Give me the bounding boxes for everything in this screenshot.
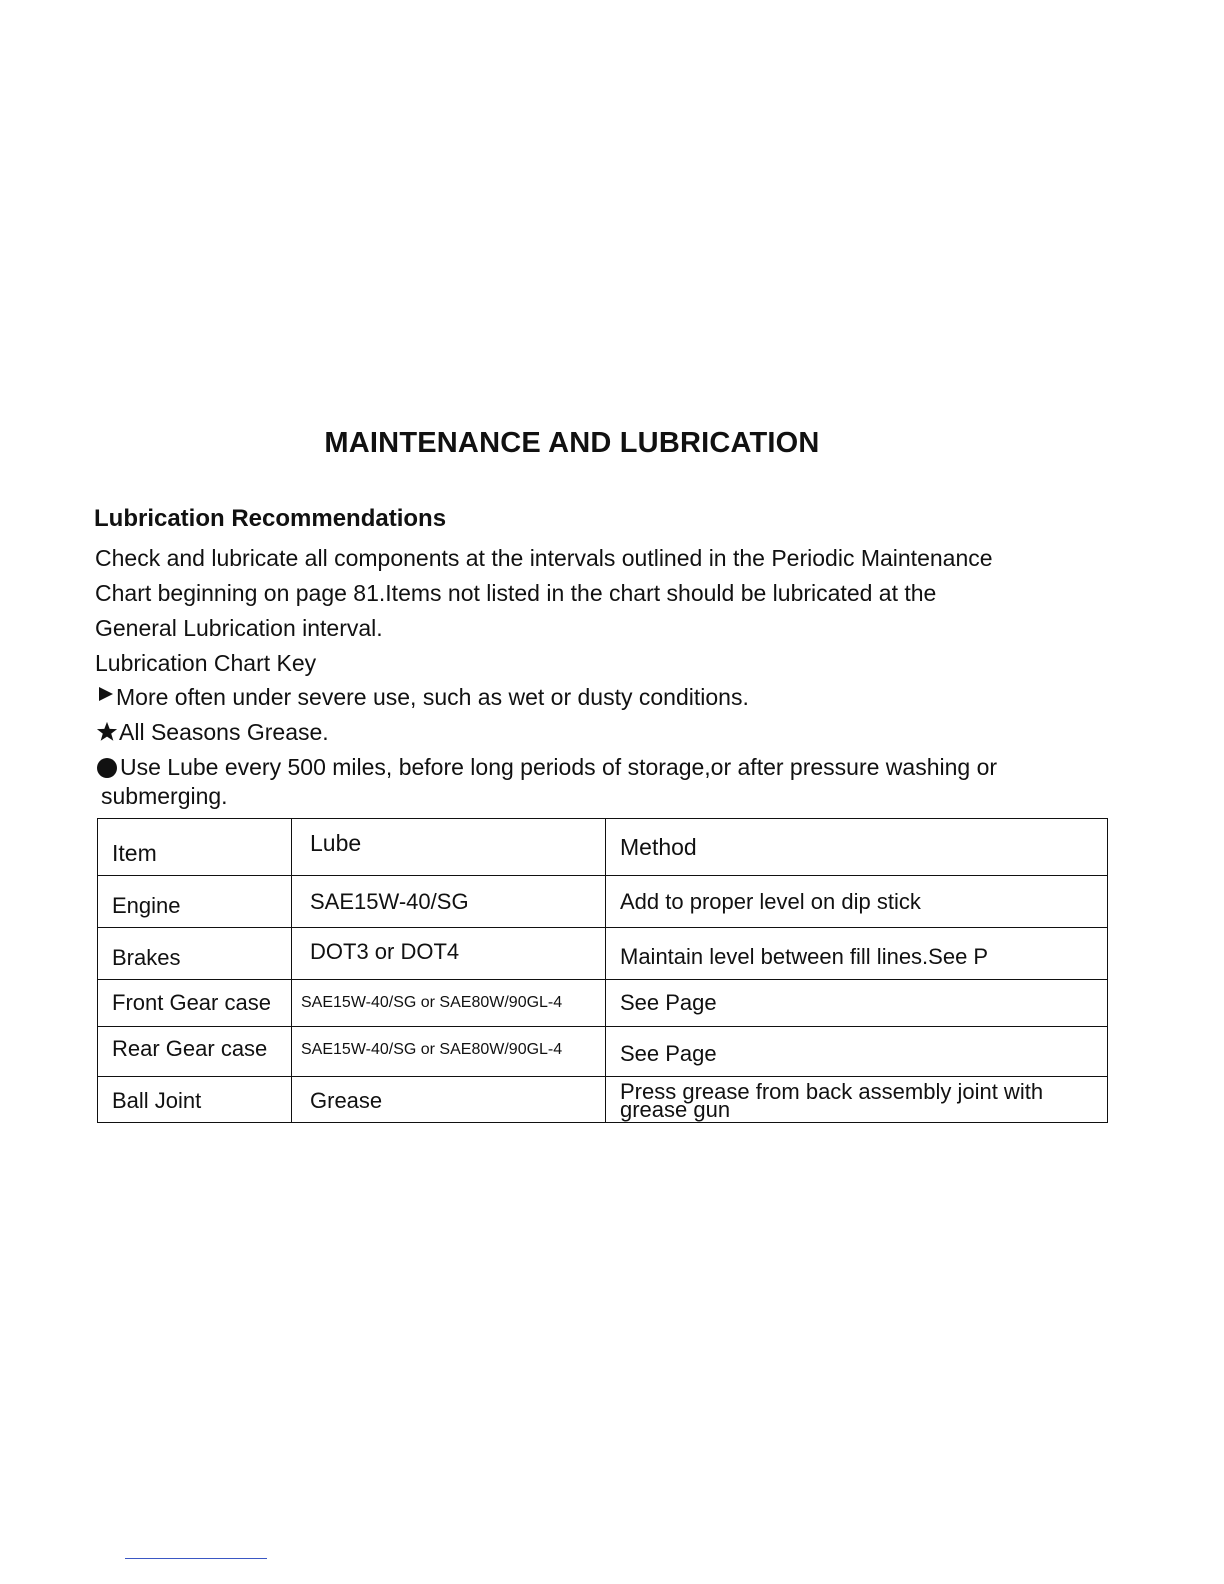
cell-item: Brakes <box>98 928 292 980</box>
table-row <box>98 1077 1108 1123</box>
table-row <box>98 876 1108 928</box>
key-item-text: More often under severe use, such as wet or dusty conditions. <box>116 684 749 710</box>
key-item-severe-use <box>96 684 749 711</box>
table-row <box>98 1027 1108 1077</box>
header-item: Item <box>98 819 292 876</box>
cell-lube: SAE15W-40/SG or SAE80W/90GL-4 <box>292 1027 606 1077</box>
section-heading: Lubrication Recommendations <box>94 505 447 532</box>
cell-item: Ball Joint <box>98 1077 292 1123</box>
cell-lube: SAE15W-40/SG <box>292 876 606 928</box>
table-row <box>98 928 1108 980</box>
key-item-use-lube <box>96 754 997 781</box>
cell-method: Maintain level between fill lines.See P <box>606 928 1108 980</box>
triangle-icon <box>96 685 114 703</box>
cell-lube: DOT3 or DOT4 <box>292 928 606 980</box>
key-item-all-seasons-grease <box>96 719 329 746</box>
table-row <box>98 980 1108 1027</box>
page-title: MAINTENANCE AND LUBRICATION <box>324 427 820 459</box>
cell-item: Engine <box>98 876 292 928</box>
cell-method: Add to proper level on dip stick <box>606 876 1108 928</box>
paragraph-line-2: Chart beginning on page 81.Items not listed in the chart should be lubricated at the <box>95 580 937 606</box>
cell-method: See Page <box>606 1027 1108 1077</box>
lubrication-table <box>97 818 1108 1123</box>
header-lube: Lube <box>292 819 606 876</box>
cell-item: Front Gear case <box>98 980 292 1027</box>
star-icon <box>96 721 118 743</box>
header-method: Method <box>606 819 1108 876</box>
cell-lube: Grease <box>292 1077 606 1123</box>
chart-key-label: Lubrication Chart Key <box>95 650 317 676</box>
cell-method: Press grease from back assembly joint with grease gun <box>606 1077 1108 1123</box>
dot-icon <box>96 757 118 779</box>
paragraph-line-1: Check and lubricate all components at the intervals outlined in the Periodic Maintenance <box>95 545 993 571</box>
paragraph-line-3: General Lubrication interval. <box>95 615 383 641</box>
cell-lube: SAE15W-40/SG or SAE80W/90GL-4 <box>292 980 606 1027</box>
key-item-text: Use Lube every 500 miles, before long periods of storage,or after pressure washing or <box>120 754 998 780</box>
key-item-continuation: submerging. <box>101 783 228 809</box>
key-item-text: All Seasons Grease. <box>119 719 329 745</box>
cell-item: Rear Gear case <box>98 1027 292 1077</box>
cell-method: See Page <box>606 980 1108 1027</box>
table-header-row <box>98 819 1108 876</box>
footer-rule <box>125 1558 267 1559</box>
